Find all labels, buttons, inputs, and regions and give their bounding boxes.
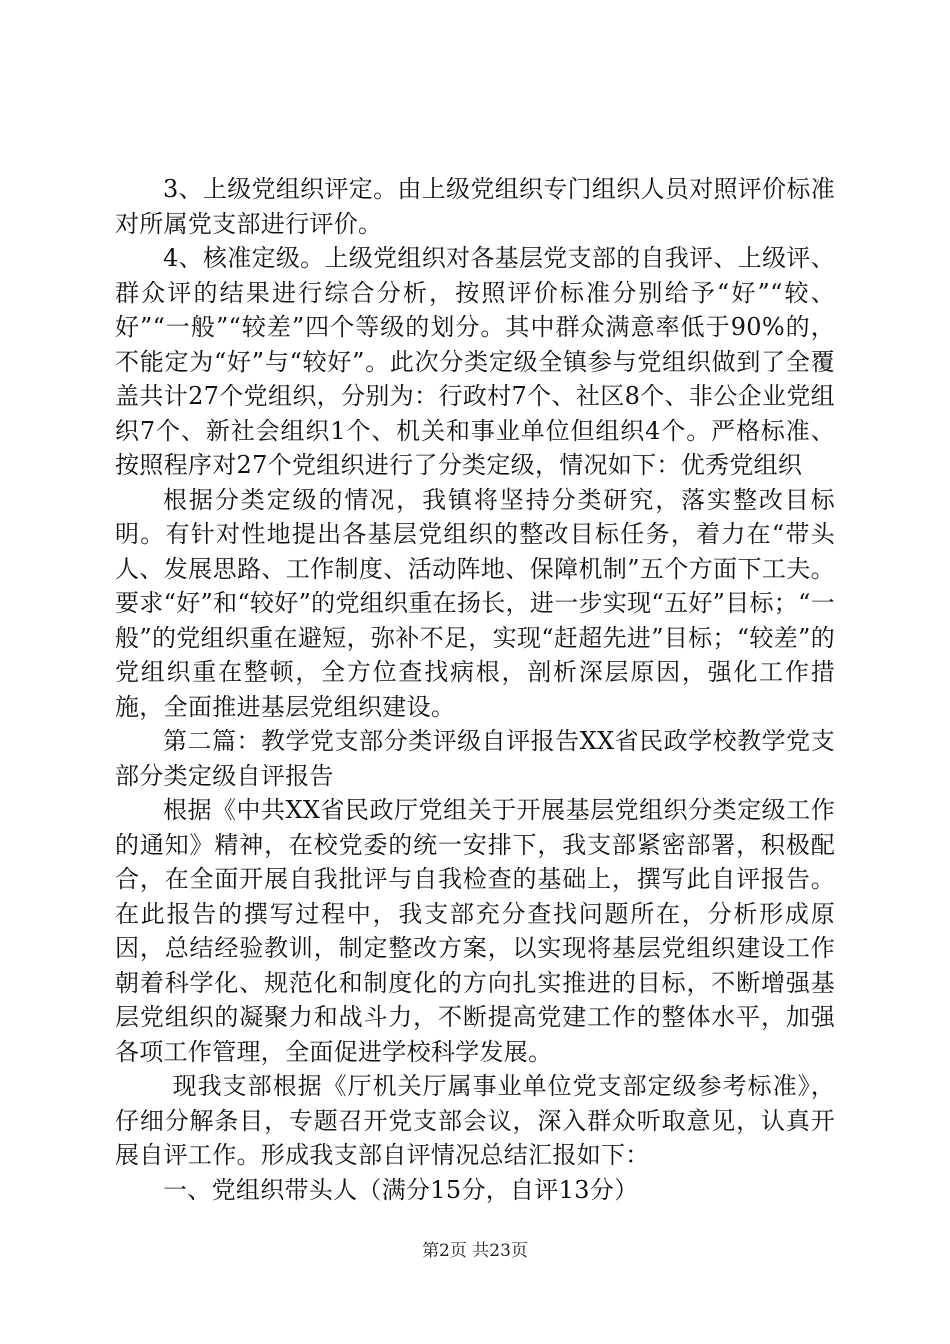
paragraph-item-one-heading: 一、党组织带头人（满分15分，自评13分）: [163, 1175, 639, 1204]
paragraph-report-background: 根据《中共XX省民政厅党组关于开展基层党组织分类定级工作的通知》精神，在校党委的统一安排下，我支部紧密部署，积极配合，在全面开展自我批评与自我检查的基础上，撰写此自评报告。在此报告的撰写过程中，我支部充分查找问题所在，分析形成原因，总结经验教训，制定整改方案，以实现将基层党组织建设工作朝着科学化、规范化和制度化的方向扎实推进的目标，不断增强基层党组织的凝聚力和战斗力，不断提高党建工作的整体水平，加强各项工作管理，全面促进学校科学发展。: [115, 796, 835, 1066]
paragraph-evaluation-step-4: 4、核准定级。上级党组织对各基层党支部的自我评、上级评、群众评的结果进行综合分析，按照评价标准分别给予“好”“较、好”“一般”“较差”四个等级的划分。其中群众满意率低于90%的，不能定为“好”与“较好”。此次分类定级全镇参与党组织做到了全覆盖共计27个党组织，分别为：行政村7个、社区8个、非公企业党组织7个、新社会组织1个、机关和事业单位但组织4个。严格标准、按照程序对27个党组织进行了分类定级，情况如下：优秀党组织: [115, 244, 835, 479]
section-heading-part-two: 第二篇：教学党支部分类评级自评报告XX省民政学校教学党支部分类定级自评报告: [115, 727, 835, 790]
paragraph-rectification-plan: 根据分类定级的情况，我镇将坚持分类研究，落实整改目标明。有针对性地提出各基层党组织的整改目标任务，着力在“带头人、发展思路、工作制度、活动阵地、保障机制”五个方面下工夫。要求“好”和“较好”的党组织重在扬长，进一步实现“五好”目标；“一般”的党组织重在避短，弥补不足，实现“赶超先进”目标；“较差”的党组织重在整顿，全方位查找病根，剖析深层原因，强化工作措施，全面推进基层党组织建设。: [115, 485, 835, 721]
page-number-footer: 第2页 共23页: [422, 1241, 528, 1261]
paragraph-self-evaluation-intro: 现我支部根据《厅机关厅属事业单位党支部定级参考标准》，仔细分解条目，专题召开党支部会议，深入群众听取意见，认真开展自评工作。形成我支部自评情况总结汇报如下：: [115, 1072, 835, 1169]
document-body: [115, 172, 835, 1207]
paragraph-evaluation-step-3: 3、上级党组织评定。由上级党组织专门组织人员对照评价标准对所属党支部进行评价。: [115, 175, 835, 238]
